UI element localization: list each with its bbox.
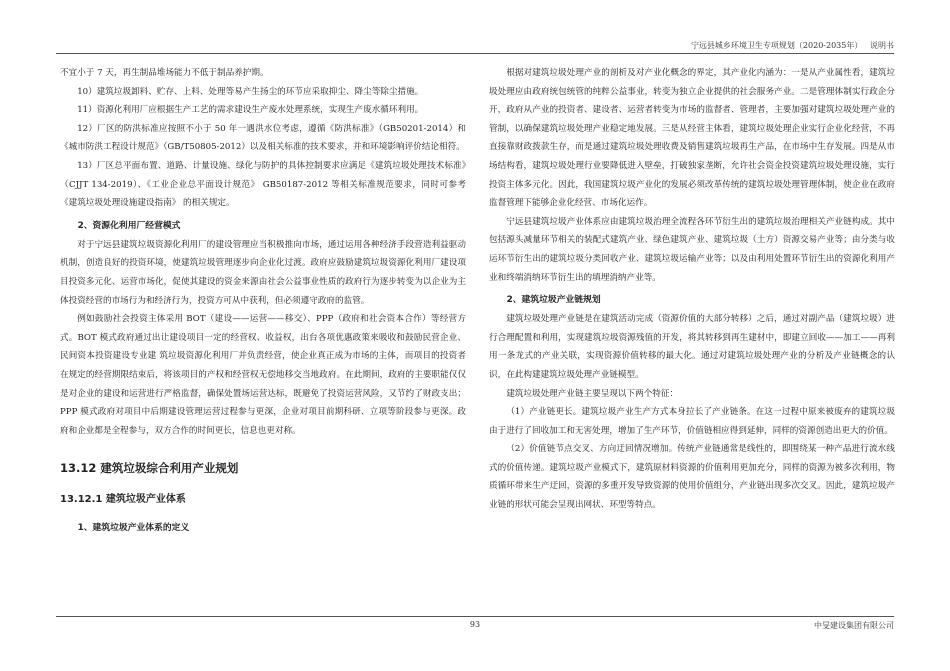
right-paragraph-3: 建筑垃圾处理产业链是在建筑活动完成（资源价值的大部分转移）之后，通过对副产品（建筑垃圾）进行合理配置和利用，实现建筑垃圾资源残值的开发，将其转移到再生建材中，即建立回收——加工——再利用一条龙式的产业关联，实现资源价值转移的最大化。通过对建筑垃圾处理产业的分析及产业链概念的认识，在此构建建筑垃圾处理产业链模型。	[489, 314, 895, 380]
heading-operation-mode: 2、资源化利用厂经营模式	[77, 220, 181, 231]
left-paragraph-6: 对于宁远县建筑垃圾资源化利用厂的建设管理应当积极推向市场，通过运用各种经济手段营造利益驱动机制，创造良好的投资环境，使建筑垃圾管理逐步向企业化过渡。政府应鼓励建筑垃圾资源化利用厂建设项目投资多元化、运营市场化，促使其建设的资金来源由社会公益事业性质的政府行为逐步转变为以企业为主体投资经营的市场行为和经济行为，投资方可从中获利，但必须遵守政府的监管。	[60, 239, 466, 306]
left-paragraph-7: 例如鼓励社会投资主体采用 BOT（建设——运营——移交）、PPP（政府和社会资本合作）等经营方式。BOT 模式政府通过出让建设项目一定的经营权、收益权，出台各项优惠政策来吸收和鼓励民营企业、民间资本投资建设专业建 筑垃圾资源化利用厂并负责经营，使企业真正成为市场的主体，而项目的投资者在规定的经营期限结束后，将该项目的产权和经营权无偿地移交当地政府。在此期间，政府的主要职能仅仅是对企业的建设和运营进行严格监督，确保处置场运营达标，既避免了投资运营风险，又节约了财政支出；PPP 模式政府对项目中后期建设管理运营过程参与更深，企业对项目前期科研、立项等阶段参与更深。政府和企业都是全程参与，双方合作的时间更长，信息也更对称。	[60, 314, 466, 436]
right-paragraph-5: （1）产业链更长。建筑垃圾产业生产方式本身拉长了产业链条。在这一过程中原来被废弃的建筑垃圾由于进行了回收加工和无害处理，增加了生产环节，价值链相应得到延伸，同样的资源创造出更大的价值。	[489, 407, 895, 436]
right-paragraph-6: （2）价值链节点交叉、方向迂回情况增加。传统产业链通常是线性的，即围绕某一种产品进行流水线式的价值传递。建筑垃圾产业模式下，建筑原材料资源的价值利用更加充分，同样的资源为被多次利用，物质循环带来生产迂回，资源的多重开发导致资源的使用价值组分，产业链出现多次交叉。因此，建筑垃圾产业链的形状可能会呈现出网状、环型等特点。	[489, 444, 895, 511]
heading-industry-definition: 1、建筑垃圾产业体系的定义	[77, 523, 190, 534]
footer-divider	[56, 616, 894, 617]
header-doc-type: 说明书	[870, 41, 894, 50]
header-divider	[56, 53, 894, 54]
section-heading-13-12: 13.12 建筑垃圾综合利用产业规划	[60, 461, 239, 476]
left-paragraph-5: 13）厂区总平面布置、道路、计量设施、绿化与防护的具体控制要求应满足《建筑垃圾处理技术标准》（CJJT 134-2019）、《工业企业总平面设计规范》 GB50187-2012 等相关标准规范要求，同时可参考《建筑垃圾处理设施建设指南》 的相关规定。	[60, 160, 466, 209]
running-header	[691, 40, 894, 51]
right-column	[489, 64, 895, 515]
section-heading-13-12-1: 13.12.1 建筑垃圾产业体系	[60, 494, 186, 506]
left-paragraph-1: 不宜小于 7 天，再生制品堆场能力不低于制品养护期。	[60, 68, 269, 78]
page-number: 93	[469, 620, 481, 629]
left-column	[60, 64, 466, 538]
right-paragraph-1: 根据对建筑垃圾处理产业的剖析及对产业化概念的界定，其产业化内涵为：一是从产业属性看，建筑垃圾处理应由政府统包统管的纯粹公益事业，转变为独立企业提供的社会服务产业。二是管理体制实行政企分开，政府从产业的投资者、建设者、运营者转变为市场的监督者、管理者，主要加强对建筑垃圾处理产业的管制，以确保建筑垃圾处理产业稳定地发展。三是从经营主体看，建筑垃圾处理企业实行企业化经营，不再直接靠财政拨款生存，而是通过建筑垃圾处理收费及销售建筑垃圾再生产品，在市场中生存发展。四是从市场结构看，建筑垃圾处理行业要降低进入壁垒，打破独家垄断，允许社会资金投资建筑垃圾处理设施，实行投资主体多元化。因此，我国建筑垃圾产业化的发展必须改革传统的建筑垃圾处理管理体制，使企业在政府监督管理下能够企业化经营、市场化运作。	[489, 68, 895, 209]
right-paragraph-4: 建筑垃圾处理产业链主要呈现以下两个特征：	[506, 388, 679, 399]
right-paragraph-2: 宁远县建筑垃圾产业体系应由建筑垃圾治理全流程各环节衍生出的建筑垃圾治理相关产业链构成。其中包括源头减量环节相关的装配式建筑产业、绿色建筑产业、建筑垃圾（土方）资源交易产业等；由分类与收运环节衍生出的建筑垃圾分类回收产业、建筑垃圾运输产业等；以及由利用处置环节衍生出的资源化利用产业和终端消纳环节衍生出的填埋消纳产业等。	[489, 216, 895, 283]
footer-company: 中旻建设集团有限公司	[814, 621, 894, 630]
left-paragraph-4: 12）厂区的防洪标准应按照不小于 50 年一遇洪水位考虑，遵循《防洪标准》（GB50201-2014）和《城市防洪工程设计规范》（GB/T50805-2012）以及相关标准的技术要求，并和环境影响评价结论相符。	[60, 123, 466, 153]
header-title: 宁远县城乡环境卫生专项规划（2020-2035年）	[690, 41, 863, 50]
heading-industry-chain: 2、建筑垃圾产业链规划	[506, 295, 601, 306]
left-paragraph-3: 11）资源化利用厂应根据生产工艺的需求建设生产废水处理系统，实现生产废水循环利用。	[77, 105, 424, 116]
left-paragraph-2: 10）建筑垃圾卸料、贮存、上料、处理等易产生扬尘的环节应采取抑尘、降尘等除尘措施。	[77, 86, 424, 97]
